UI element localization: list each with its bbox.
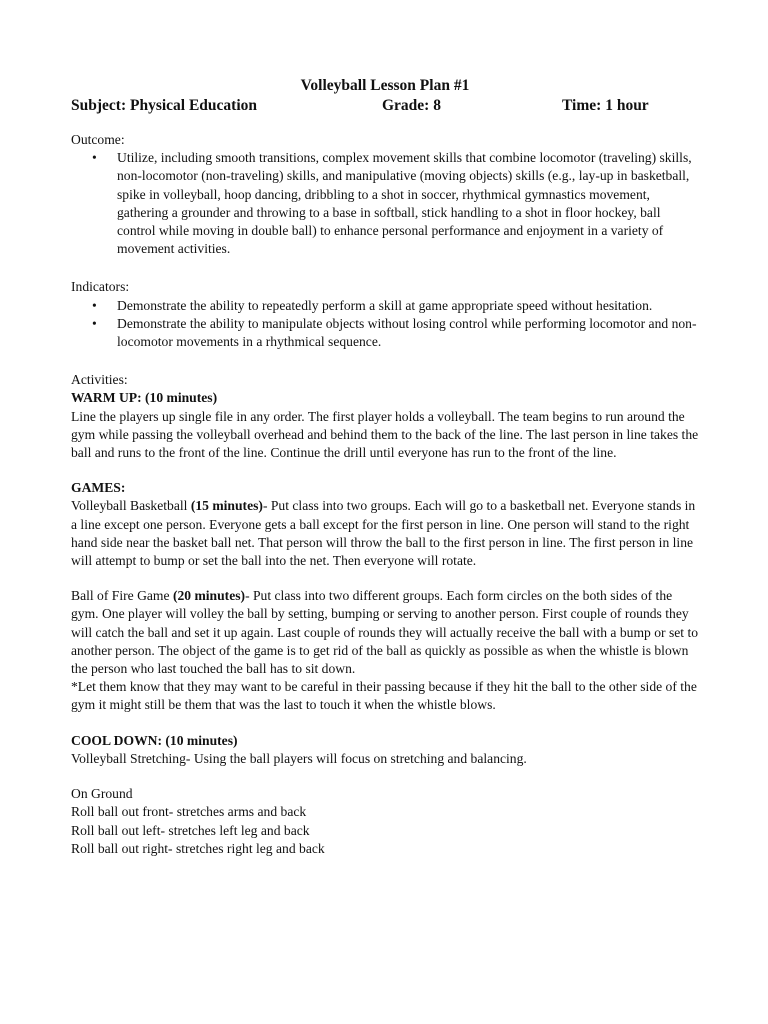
activities-label: Activities: xyxy=(71,372,128,388)
game2-name: Ball of Fire Game xyxy=(71,588,173,604)
games-heading-text: GAMES: xyxy=(71,480,126,496)
warmup-text: Line the players up single file in any order. The first player holds a volleyball. The team begins to run around the gym while passing the volleyball overhead and behind them to the back of the line. The last person in line takes the ball and runs to the front of the line. Continue the drill until everyone has run to the front of the line. xyxy=(71,408,699,461)
game1-duration: (15 minutes) xyxy=(190,498,263,514)
stretch-item: Roll ball out left- stretches left leg and back xyxy=(71,822,310,838)
warmup-heading xyxy=(71,389,699,407)
outcome-label: Outcome: xyxy=(71,132,125,147)
time-label: Time: 1 hour xyxy=(562,97,649,114)
indicator-bullet xyxy=(71,297,699,315)
game2-text: - Put class into two different groups. Each form circles on the both sides of the gym. One player will volley the ball by setting, bumping or serving to another person. First couple of rounds they will catch the ball and set it up again. Last couple of rounds they will actually receive the ball with a bump or set to another person. The object of the game is to get rid of the ball as quickly as possible as when the whistle is blown the person who last touched the ball has to sit down. xyxy=(71,588,699,677)
header-row xyxy=(71,95,699,117)
outcome-bullet xyxy=(71,149,699,258)
cooldown-heading xyxy=(71,732,699,750)
indicator-text: Demonstrate the ability to manipulate objects without losing control while performing locomotor and non-locomotor movements in a rhythmical sequence. xyxy=(117,315,697,350)
game1-paragraph xyxy=(71,497,699,570)
game1-text: - Put class into two groups. Each will go to a basketball net. Everyone stands in a line except one person. Everyone gets a ball except for the first person in line. One person will stand to the right hand side near the basket ball net. That person will throw the ball to the first person in line. The first person in line will attempt to bump or set the ball into the net. Then everyone will rotate. xyxy=(71,498,696,569)
outcome-list xyxy=(71,149,699,258)
stretch-item: Roll ball out right- stretches right leg and back xyxy=(71,840,325,856)
subject-label: Subject: Physical Education xyxy=(71,97,258,114)
bullet-icon: • xyxy=(92,297,97,313)
cooldown-text: Volleyball Stretching- Using the ball players will focus on stretching and balancing. xyxy=(71,750,527,766)
lesson-plan-document xyxy=(71,76,699,858)
game2-duration: (20 minutes) xyxy=(172,588,246,604)
cooldown-heading-text: COOL DOWN: (10 minutes) xyxy=(71,732,238,748)
indicators-list xyxy=(71,297,699,352)
indicator-text: Demonstrate the ability to repeatedly perform a skill at game appropriate speed without hesitation. xyxy=(117,297,653,313)
indicator-bullet xyxy=(71,315,699,351)
grade-label: Grade: 8 xyxy=(382,97,441,114)
document-title: Volleyball Lesson Plan #1 xyxy=(300,77,470,94)
stretch-item: Roll ball out front- stretches arms and back xyxy=(71,804,307,820)
games-heading xyxy=(71,479,699,497)
bullet-icon: • xyxy=(92,315,97,331)
game2-note: *Let them know that they may want to be careful in their passing because if they hit the ball to the other side of the gym it might still be them that was the last to touch it when the whistle blows. xyxy=(71,679,697,713)
game2-paragraph xyxy=(71,587,699,678)
outcome-text: Utilize, including smooth transitions, complex movement skills that combine locomotor (traveling) skills, non-locomotor (non-traveling) skills, and manipulative (moving objects) skills (e.g., lay-up in basketball, spike in volleyball, hoop dancing, dribbling to a shot in soccer, rhythmical gymnastics movement, gathering a grounder and throwing to a base in softball, stick handling to a shot in floor hockey, ball control while moving in double ball) to enhance personal performance and enjoyment in a variety of movement activities. xyxy=(117,150,692,257)
on-ground-label: On Ground xyxy=(71,786,133,802)
indicators-label: Indicators: xyxy=(71,279,130,295)
bullet-icon: • xyxy=(92,150,97,166)
game1-name: Volleyball Basketball xyxy=(71,498,191,514)
warmup-heading-text: WARM UP: (10 minutes) xyxy=(71,390,218,406)
